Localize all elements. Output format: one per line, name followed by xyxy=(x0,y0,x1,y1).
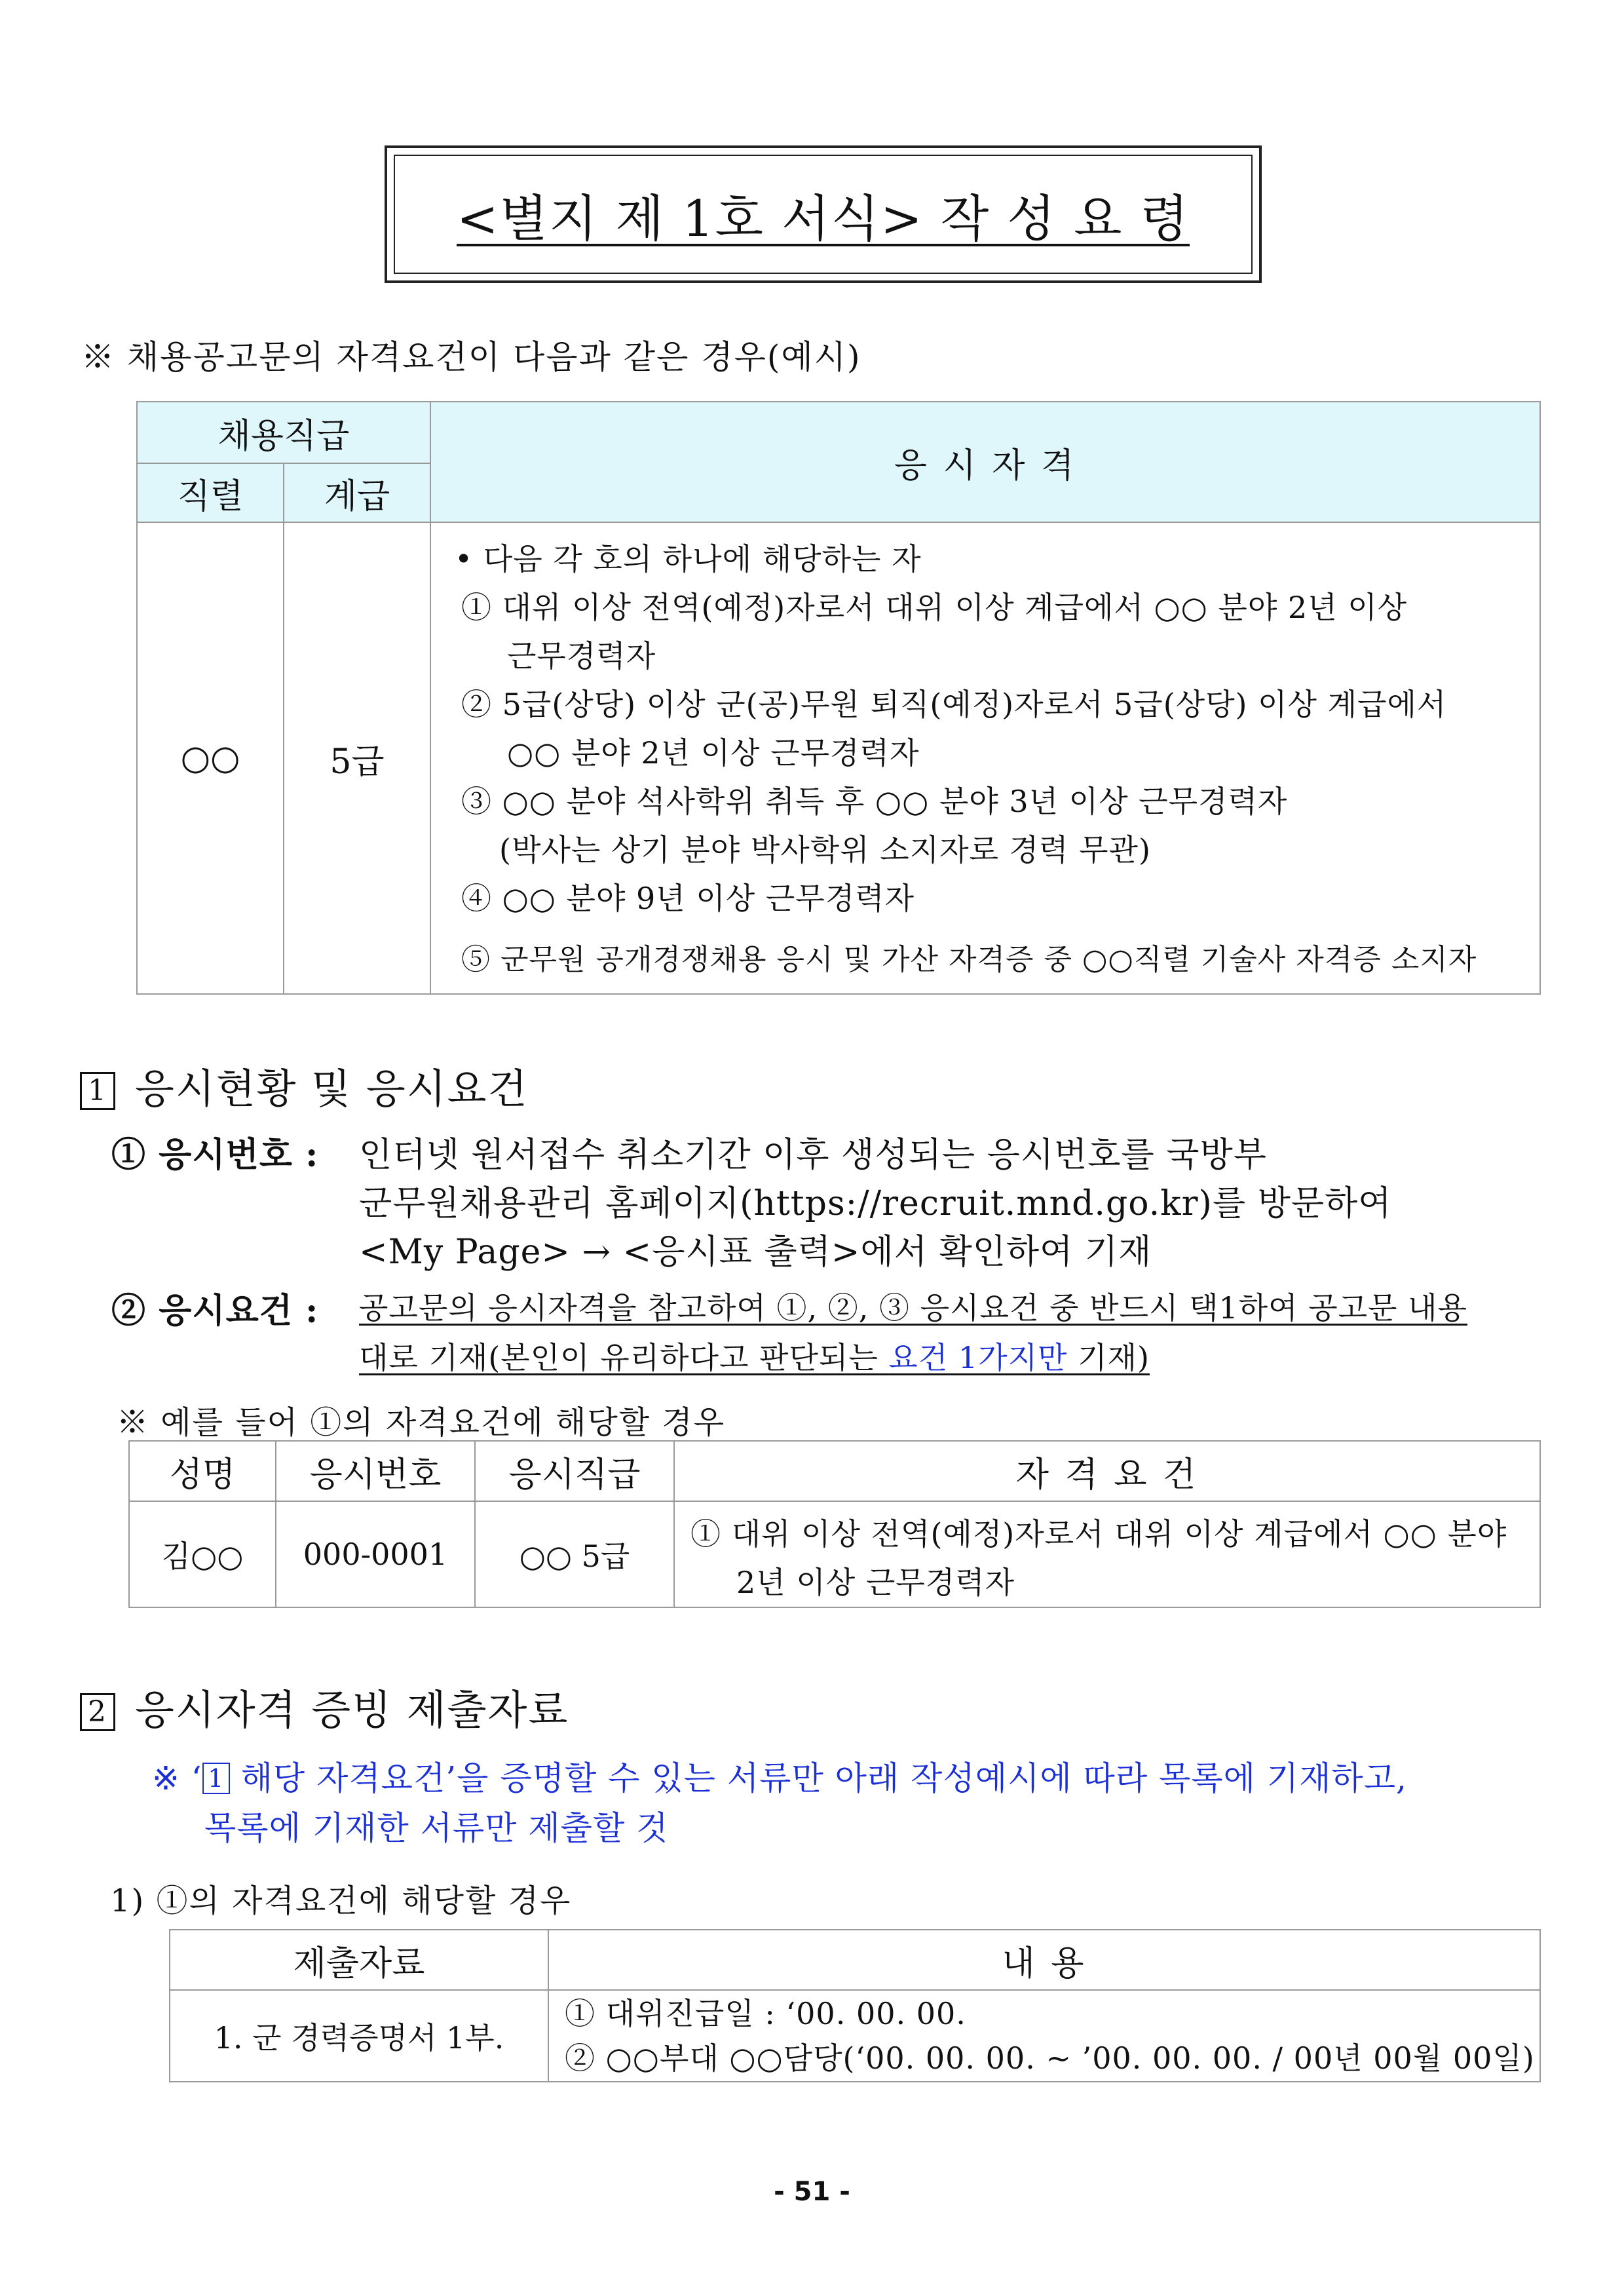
item2-line2-part-c: 기재) xyxy=(1067,1340,1150,1375)
section2-number-box: 2 xyxy=(80,1693,115,1731)
qual-line: • 다음 각 호의 하나에 해당하는 자 xyxy=(455,541,922,577)
section2-note-line2: 목록에 기재한 서류만 제출할 것 xyxy=(204,1809,669,1847)
header-exam-grade: 응시직급 xyxy=(475,1441,674,1501)
title-box xyxy=(385,145,1262,283)
intro-note: ※ 채용공고문의 자격요건이 다음과 같은 경우(예시) xyxy=(81,338,861,376)
item1-label: ① 응시번호 : xyxy=(111,1135,319,1175)
item2-label: ② 응시요건 : xyxy=(111,1291,319,1331)
qualification-requirement-content xyxy=(674,1501,1540,1607)
rank-value: ○○ xyxy=(137,522,284,994)
submission-content xyxy=(548,1990,1540,2082)
section2-note-line1 xyxy=(152,1752,1407,1799)
note-text: 해당 자격요건’을 증명할 수 있는 서류만 아래 작성예시에 따라 목록에 기재하고, xyxy=(229,1759,1407,1797)
name-value: 김○○ xyxy=(129,1501,276,1607)
header-qualification: 응 시 자 격 xyxy=(430,402,1540,522)
grade-value: 5급 xyxy=(284,522,430,994)
header-recruit-grade: 채용직급 xyxy=(137,402,430,463)
item2-line1: 공고문의 응시자격을 참고하여 ①, ②, ③ 응시요건 중 반드시 택1하여 공고문 내용 xyxy=(359,1290,1467,1326)
example-note: ※ 예를 들어 ①의 자격요건에 해당할 경우 xyxy=(117,1404,726,1441)
title-inner-frame xyxy=(394,155,1253,274)
item1-line: <My Page> → <응시표 출력>에서 확인하여 기재 xyxy=(359,1233,1152,1272)
example-entry-table xyxy=(128,1440,1541,1608)
page-title: <별지 제 1호 서식> 작 성 요 령 xyxy=(457,189,1190,248)
qual-line: 근무경력자 xyxy=(507,638,656,674)
header-rank: 직렬 xyxy=(137,463,284,522)
qual-line: ② 5급(상당) 이상 군(공)무원 퇴직(예정)자로서 5급(상당) 이상 계급에서 xyxy=(461,687,1447,722)
exam-number-value: 000-0001 xyxy=(276,1501,475,1607)
content-line: ① 대위진급일 : ‘00. 00. 00. xyxy=(565,1996,966,2031)
section2-heading xyxy=(80,1677,569,1736)
note-number-box: 1 xyxy=(202,1763,230,1794)
qual-line: (박사는 상기 분야 박사학위 소지자로 경력 무관) xyxy=(499,832,1151,868)
qual-line: ⑤ 군무원 공개경쟁채용 응시 및 가산 자격증 중 ○○직렬 기술사 자격증 소지자 xyxy=(461,943,1477,976)
item2-line2-part-a: 대로 기재(본인이 유리하다고 판단되는 xyxy=(359,1340,889,1375)
header-qualification-requirement: 자 격 요 건 xyxy=(674,1441,1540,1501)
submission-doc-value: 1. 군 경력증명서 1부. xyxy=(170,1990,548,2082)
header-content: 내 용 xyxy=(548,1930,1540,1990)
qual-line: ○○ 분야 2년 이상 근무경력자 xyxy=(507,735,920,771)
section1-title: 응시현황 및 응시요건 xyxy=(135,1065,529,1113)
qualification-content xyxy=(430,522,1540,994)
section2-title: 응시자격 증빙 제출자료 xyxy=(135,1686,569,1734)
requirement-line: 2년 이상 근무경력자 xyxy=(736,1565,1015,1600)
item1-line: 군무원채용관리 홈페이지(https://recruit.mnd.go.kr)를 방문하여 xyxy=(359,1184,1392,1223)
section1-number-box: 1 xyxy=(80,1072,115,1110)
page-number: - 51 - xyxy=(774,2177,850,2207)
item2-line2 xyxy=(359,1334,1150,1377)
qual-line: ③ ○○ 분야 석사학위 취득 후 ○○ 분야 3년 이상 근무경력자 xyxy=(461,784,1288,819)
header-name: 성명 xyxy=(129,1441,276,1501)
item2-line2-highlight: 요건 1가지만 xyxy=(888,1340,1068,1375)
content-line: ② ○○부대 ○○담당(‘00. 00. 00. ~ ’00. 00. 00. / 00년 00월 00일) xyxy=(565,2040,1535,2076)
sub-heading: 1) ①의 자격요건에 해당할 경우 xyxy=(110,1883,572,1919)
qual-line: ④ ○○ 분야 9년 이상 근무경력자 xyxy=(461,881,915,916)
requirement-line: ① 대위 이상 전역(예정)자로서 대위 이상 계급에서 ○○ 분야 xyxy=(690,1516,1507,1552)
item1-line: 인터넷 원서접수 취소기간 이후 생성되는 응시번호를 국방부 xyxy=(359,1136,1267,1175)
exam-grade-value: ○○ 5급 xyxy=(475,1501,674,1607)
note-prefix: ※ ‘ xyxy=(152,1759,202,1797)
qual-line: ① 대위 이상 전역(예정)자로서 대위 이상 계급에서 ○○ 분야 2년 이상 xyxy=(461,590,1408,625)
submission-table xyxy=(169,1929,1541,2082)
header-submission-doc: 제출자료 xyxy=(170,1930,548,1990)
section1-heading xyxy=(80,1056,528,1115)
header-grade: 계급 xyxy=(284,463,430,522)
qualification-table xyxy=(136,401,1541,995)
header-exam-number: 응시번호 xyxy=(276,1441,475,1501)
